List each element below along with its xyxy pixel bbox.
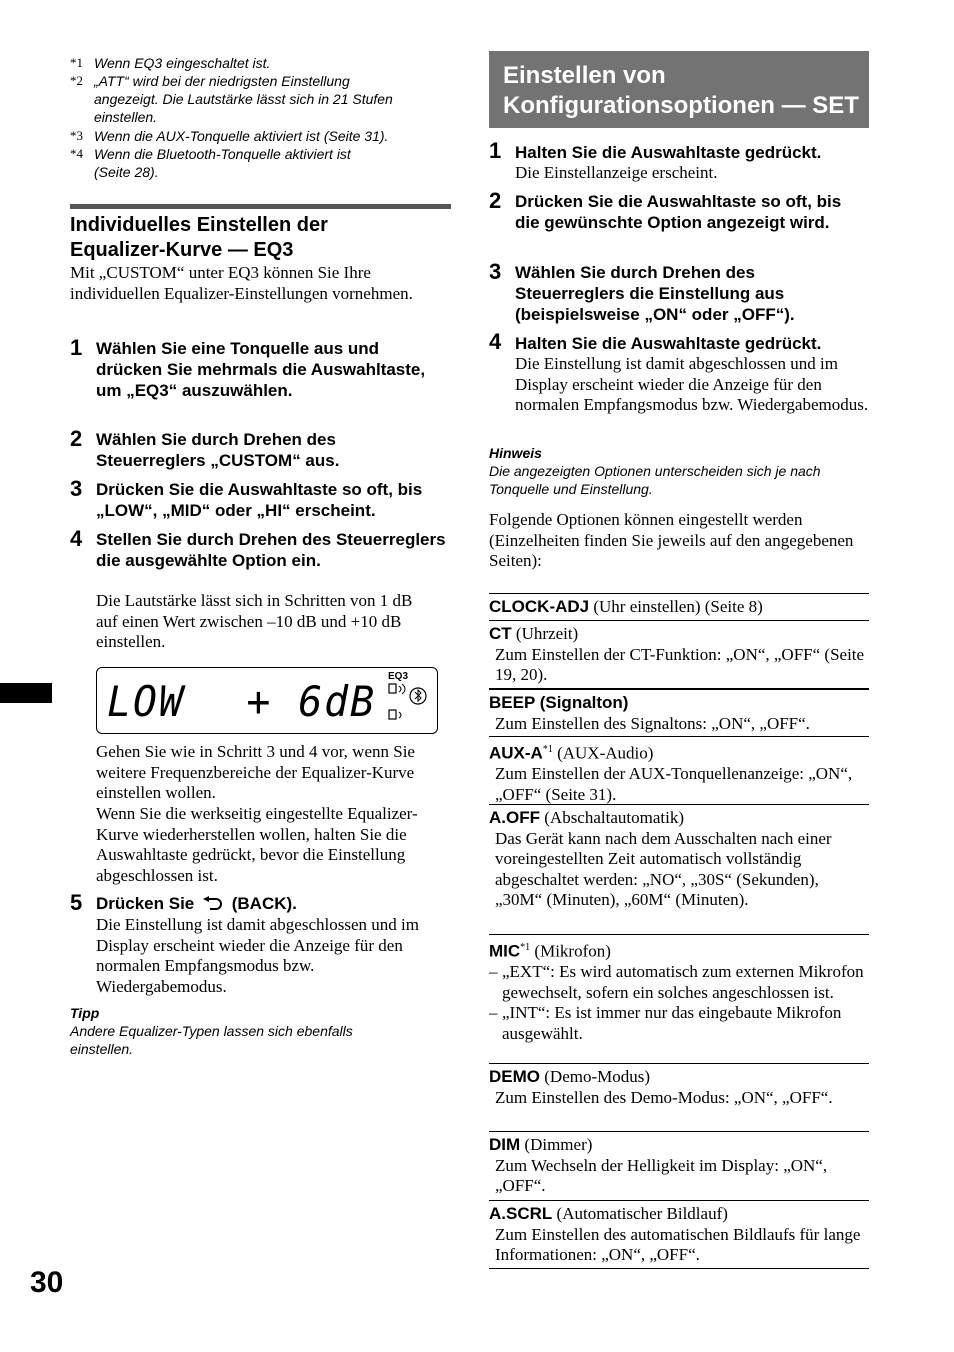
option-row [489,688,869,734]
step-number: 1 [70,335,83,360]
option-row: A.SCRL (Automatischer Bildlauf) Zum Einstellen des automatischen Bildlaufs für lange Informationen: „ON“, „OFF“. [489,1200,869,1266]
option-key: CT [489,624,512,643]
after-display-text: Wenn Sie die werkseitig eingestellte Equalizer-Kurve wiederherstellen wollen, halten Sie die Auswahltaste gedrückt, bevor die Einstellung abgeschlossen ist. [96,804,418,885]
step-number: 1 [489,138,502,163]
step-title: Halten Sie die Auswahltaste gedrückt. [515,334,822,353]
option-desc: Zum Einstellen des automatischen Bildlaufs für lange Informationen: „ON“, „OFF“. [495,1224,861,1264]
step-number: 5 [70,890,83,915]
option-desc: Zum Einstellen des Signaltons: „ON“, „OFF“. [495,713,810,733]
option-row: CT (Uhrzeit) Zum Einstellen der CT-Funktion: „ON“, „OFF“ (Seite 19, 20). [489,620,869,686]
step-text: Die Einstellanzeige erscheint. [515,163,718,182]
step-title: Wählen Sie durch Drehen des Steuerreglers „CUSTOM“ aus. [96,430,340,470]
option-list-item: – „EXT“: Es wird automatisch zum externen Mikrofon gewechselt, sofern ein solches angeschlossen ist. [489,962,864,1002]
side-tab-marker [0,683,52,703]
step-number: 4 [70,526,83,551]
option-row: DEMO (Demo-Modus) Zum Einstellen des Demo-Modus: „ON“, „OFF“. [489,1063,869,1108]
option-row: DIM (Dimmer) Zum Wechseln der Helligkeit im Display: „ON“, „OFF“. [489,1131,869,1197]
option-row: AUX-$A^{*1}$ (AUX-Audio) Zum Einstellen der AUX-Tonquellenanzeige: „ON“, „OFF“ (Seite 31). [489,736,869,805]
options-intro: Folgende Optionen können eingestellt werden (Einzelheiten finden Sie jeweils auf den angegebenen Seiten): [489,510,854,570]
option-key: DIM [489,1135,521,1154]
option-key: CLOCK-ADJ [489,597,590,616]
step-title: Stellen Sie durch Drehen des Steuerreglers die ausgewählte Option ein. [96,530,446,570]
tip-text: Andere Equalizer-Typen lassen sich ebenfalls einstellen. [70,1023,353,1057]
eq3-intro: Mit „CUSTOM“ unter EQ3 können Sie Ihre individuellen Equalizer-Einstellungen vornehmen. [70,263,413,303]
step-number: 3 [70,476,83,501]
option-desc: Zum Einstellen der AUX-Tonquellenanzeige: „ON“, „OFF“ (Seite 31). [495,764,853,804]
note-text: Die angezeigten Optionen unterscheiden sich je nach Tonquelle und Einstellung. [489,463,821,497]
option-key: A.SCRL [489,1204,553,1223]
option-row: MIC$^{*1}$ (Mikrofon) – „EXT“: Es wird automatisch zum externen Mikrofon gewechselt, sofern ein solches angeschlossen ist. – „INT“: Es ist immer nur das eingebaute Mikrofon ausgewählt. [489,934,869,1044]
tip-label: Tipp [70,1005,100,1021]
option-desc: Zum Einstellen des Demo-Modus: „ON“, „OFF“. [495,1087,833,1107]
step-title: Drücken Sie (BACK). [96,894,297,913]
step-text: Die Einstellung ist damit abgeschlossen und im Display erscheint wieder die Anzeige für den normalen Empfangsmodus bzw. Wiedergabemodus. [96,915,419,996]
step-text: Die Einstellung ist damit abgeschlossen und im Display erscheint wieder die Anzeige für den normalen Empfangsmodus bzw. Wiedergabemodus. [515,354,869,414]
step-title: Wählen Sie durch Drehen des Steuerreglers die Einstellung aus (beispielsweise „ON“ oder „OFF“). [515,263,795,324]
after-display-text: Gehen Sie wie in Schritt 3 und 4 vor, wenn Sie weitere Frequenzbereiche der Equalizer-Kurve einstellen wollen. [96,742,415,802]
option-key: A.OFF [489,808,540,827]
display-band: LOW [107,677,185,726]
option-desc: Zum Wechseln der Helligkeit im Display: „ON“, „OFF“. [495,1155,828,1195]
step-title: Wählen Sie eine Tonquelle aus und drücken Sie mehrmals die Auswahltaste, um „EQ3“ auszuwählen. [96,339,426,400]
section-heading-eq3: Individuelles Einstellen der Equalizer-Kurve — EQ3 [70,214,328,261]
step-number: 4 [489,329,502,354]
section-heading-set: Einstellen von Konfigurationsoptionen — SET [489,51,869,128]
option-row: A.OFF (Abschaltautomatik) Das Gerät kann nach dem Ausschalten nach einer voreingestellten Zeit automatisch vollständig abgeschaltet werden: „NO“, „30S“ (Sekunden), „30M“ (Minuten), „60M“ (Minuten). [489,804,869,911]
option-row: CLOCK-ADJ (Uhr einstellen) (Seite 8) [489,593,869,618]
option-key: BEEP (Signalton) [489,693,629,712]
step-title: Drücken Sie die Auswahltaste so oft, bis „LOW“, „MID“ oder „HI“ erscheint. [96,480,423,520]
step-number: 2 [489,188,502,213]
step-title: Drücken Sie die Auswahltaste so oft, bis die gewünschte Option angezeigt wird. [515,192,842,232]
option-desc: Zum Einstellen der CT-Funktion: „ON“, „OFF“ (Seite 19, 20). [495,644,865,684]
option-list-item: – „INT“: Es ist immer nur das eingebaute Mikrofon ausgewählt. [489,1003,842,1043]
table-bottom-rule [489,1268,869,1269]
step-title: Halten Sie die Auswahltaste gedrückt. [515,143,822,162]
step-number: 3 [489,259,502,284]
bluetooth-icon [387,682,433,722]
display-level: + 6dB [246,677,377,726]
option-key: AUX-A [489,743,543,763]
section-rule [70,204,451,209]
step-text: Die Lautstärke lässt sich in Schritten von 1 dB auf einen Wert zwischen –10 dB und +10 dB einstellen. [96,591,413,651]
option-key: MIC [489,941,521,961]
step-number: 2 [70,426,83,451]
option-key: DEMO [489,1067,540,1086]
note-label: Hinweis [489,445,542,461]
page-number: 30 [30,1266,64,1299]
back-arrow-icon [202,896,224,910]
option-desc: Das Gerät kann nach dem Ausschalten nach einer voreingestellten Zeit automatisch vollständig abgeschaltet werden: „NO“, „30S“ (Sekunden), „30M“ (Minuten), „60M“ (Minuten). [495,828,832,909]
display-eq3-indicator: EQ3 [388,671,409,682]
lcd-display [96,667,438,734]
